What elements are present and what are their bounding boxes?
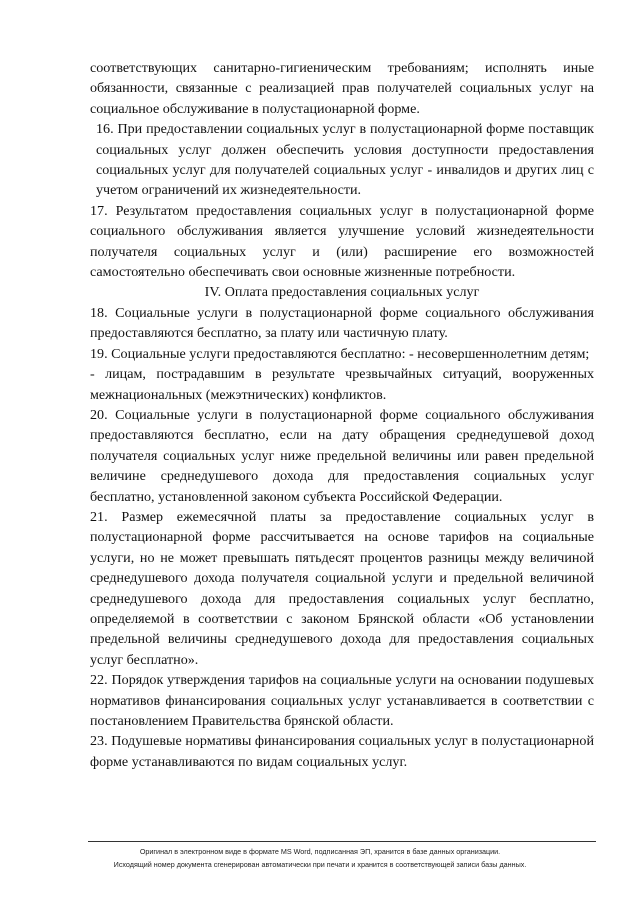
section-heading: IV. Оплата предоставления социальных услуг: [204, 284, 480, 301]
footer-line-number: Исходящий номер документа сгенерирован автоматически при печати и хранится в соответствующей записи базы данных.: [113, 859, 527, 869]
paragraph-17: 17. Результатом предоставления социальных услуг в полустационарной форме социального обслуживания является улучшение условий жизнедеятельности получателя социальных услуг и (или) расширение его возможностей самостоятельно обеспечивать свои основные жизненные потребности.: [90, 202, 594, 281]
footer-divider: [88, 841, 596, 842]
paragraph-18: 18. Социальные услуги в полустационарной форме социального обслуживания предоставляются бесплатно, за плату или частичную плату.: [90, 304, 594, 342]
paragraph-20: 20. Социальные услуги в полустационарной форме социального обслуживания предоставляются бесплатно, если на дату обращения среднедушевой доход получателя социальных услуг ниже предельной величины или равен предельной величине среднедушевого дохода для предоставления социальных услуг бесплатно, установленной законом субъекта Российской Федерации.: [90, 406, 594, 505]
paragraph-21: 21. Размер ежемесячной платы за предоставление социальных услуг в полустационарной форме рассчитывается на основе тарифов на социальные услуги, но не может превышать пятьдесят процентов разницы между величиной среднедушевого дохода получателя социальной услуги и предельной величиной среднедушевого дохода для предоставления социальных услуг бесплатно, определяемой в соответствии с законом Брянской области «Об установлении предельной величины среднедушевого дохода для предоставления социальных услуг бесплатно».: [90, 508, 594, 668]
paragraph-23: 23. Подушевые нормативы финансирования социальных услуг в полустационарной форме устанавливаются по видам социальных услуг.: [90, 733, 594, 770]
page-footer: [60, 846, 580, 871]
paragraph-16: 16. При предоставлении социальных услуг в полустационарной форме поставщик социальных услуг должен обеспечить условия доступности предоставления социальных услуг для получателей социальных услуг - инвалидов и других лиц с учетом ограничений их жизнедеятельности.: [96, 121, 594, 199]
document-body: [90, 58, 594, 772]
paragraph-continuation: соответствующих санитарно-гигиеническим требованиям; исполнять иные обязанности, связанные с реализацией прав получателей социальных услуг на социальное обслуживание в полустационарной форме.: [90, 60, 594, 117]
paragraph-22: 22. Порядок утверждения тарифов на социальные услуги на основании подушевых нормативов финансирования социальных услуг устанавливается в соответствии с постановлением Правительства брянской области.: [90, 672, 594, 729]
footer-line-original: Оригинал в электронном виде в формате MS Word, подписанная ЭП, хранится в базе данных организации.: [139, 847, 501, 856]
paragraph-19-item: - лицам, пострадавшим в результате чрезвычайных ситуаций, вооруженных межнациональных (межэтнических) конфликтов.: [90, 366, 594, 403]
paragraph-19: 19. Социальные услуги предоставляются бесплатно: - несовершеннолетним детям;: [90, 345, 590, 362]
